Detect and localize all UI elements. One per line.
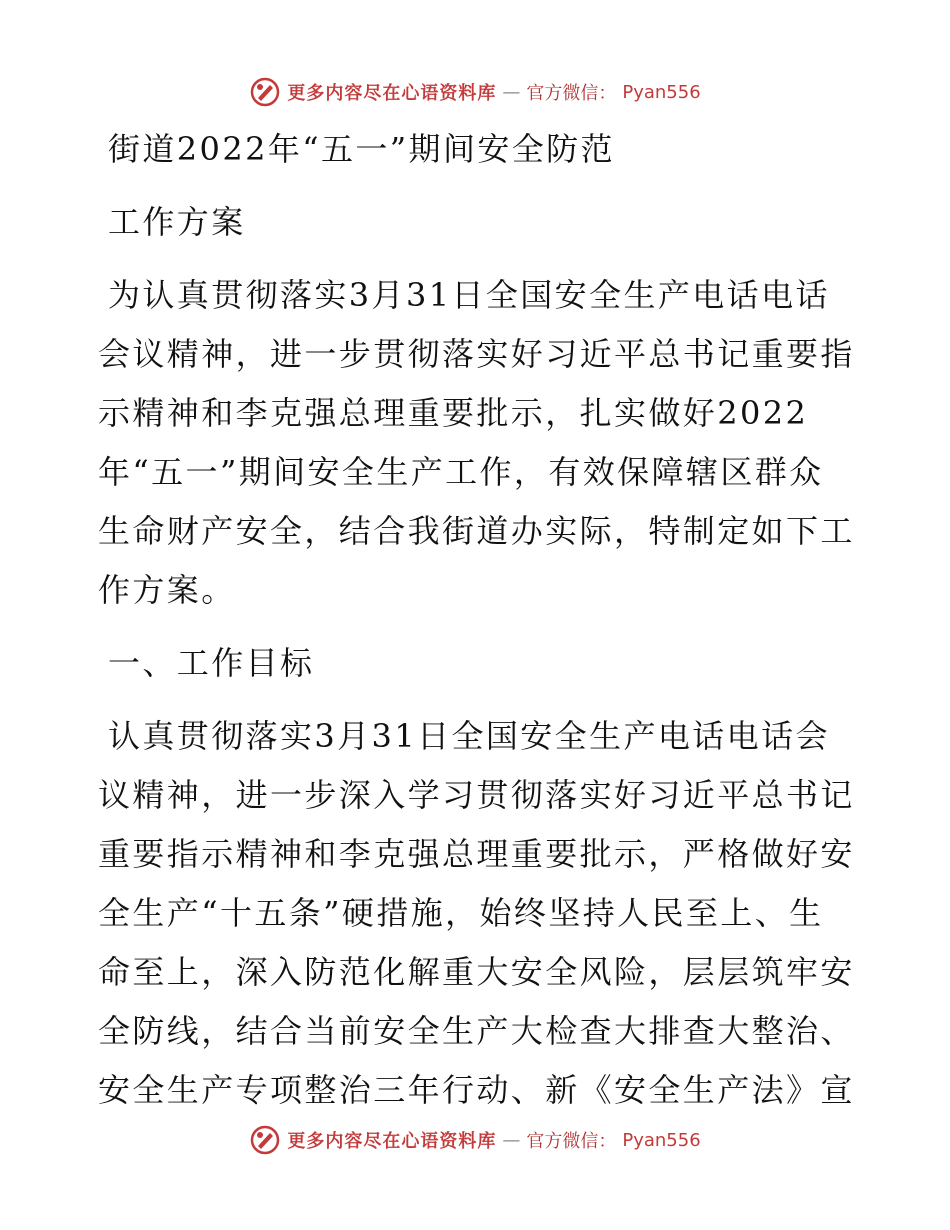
section-1-line: 认真贯彻落实3月31日全国安全生产电话电话会	[108, 717, 830, 755]
watermark-account: Pyan556	[622, 1129, 701, 1151]
brand-logo-icon	[249, 1124, 281, 1156]
intro-paragraph	[98, 266, 855, 620]
intro-line: 作方案。	[98, 571, 236, 609]
intro-line: 年“五一”期间安全生产工作，有效保障辖区群众	[98, 453, 824, 491]
intro-line: 示精神和李克强总理重要批示，扎实做好2022	[98, 394, 809, 432]
watermark-official-label: 官方微信：	[526, 83, 617, 104]
header-watermark	[0, 72, 950, 112]
watermark-separator: —	[502, 1129, 521, 1151]
document-body	[98, 120, 855, 1120]
section-1-paragraph	[98, 707, 855, 1120]
document-title-line-1: 街道2022年“五一”期间安全防范	[108, 130, 615, 168]
watermark-official-label: 官方微信：	[526, 1131, 617, 1152]
intro-line: 会议精神，进一步贯彻落实好习近平总书记重要指	[98, 335, 855, 373]
section-1-line: 重要指示精神和李克强总理重要批示，严格做好安	[98, 835, 855, 873]
watermark-separator: —	[502, 81, 521, 103]
footer-watermark	[0, 1120, 950, 1160]
intro-line: 生命财产安全，结合我街道办实际，特制定如下工	[98, 512, 855, 550]
document-title-line-2: 工作方案	[108, 203, 246, 241]
watermark-brand: 更多内容尽在心语资料库	[287, 1131, 497, 1152]
section-1-line: 安全生产专项整治三年行动、新《安全生产法》宣	[98, 1071, 855, 1109]
watermark-brand: 更多内容尽在心语资料库	[287, 83, 497, 104]
intro-line: 为认真贯彻落实3月31日全国安全生产电话电话	[108, 276, 830, 314]
section-1-line: 议精神，进一步深入学习贯彻落实好习近平总书记	[98, 776, 855, 814]
watermark-account: Pyan556	[622, 81, 701, 103]
section-1-line: 命至上，深入防范化解重大安全风险，层层筑牢安	[98, 953, 855, 991]
section-heading: 一、工作目标	[108, 644, 315, 682]
section-1-line: 全生产“十五条”硬措施，始终坚持人民至上、生	[98, 894, 824, 932]
section-1-line: 全防线，结合当前安全生产大检查大排查大整治、	[98, 1012, 855, 1050]
brand-logo-icon	[249, 76, 281, 108]
